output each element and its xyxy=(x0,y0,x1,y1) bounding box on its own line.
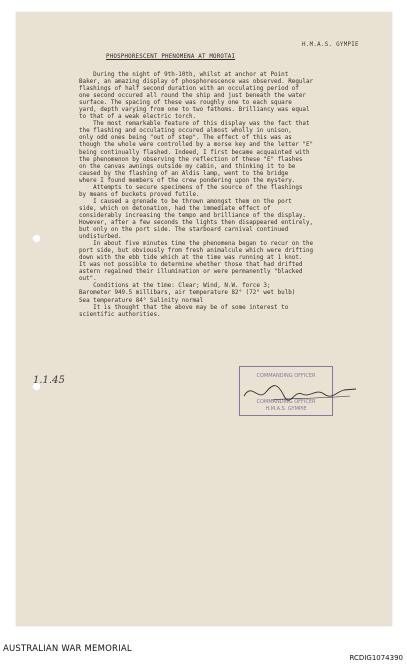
document-title: PHOSPHORESCENT PHENOMENA AT MOROTAI xyxy=(106,54,236,60)
punch-hole-upper xyxy=(32,234,41,243)
handwritten-date: 1.1.45 xyxy=(33,375,65,386)
report-body: During the night of 9th-10th, whilst at anchor at Point Baker, an amazing display of phosphorescence was observed. Regular flashings of half second duration with an occulating period of one second occured all round the ship and just beneath the water surface. The spacing of these was roughly one to each square yard, depth varying from one to two fathoms. Brilliancy was equal to that of a weak electric torch. The most remarkable feature of this display was the fact that the flashing and occulating occured almost wholly in unison, only odd ones being "out of step". The effect of this was as though the whole were controlled by a morse key and the letter "E" being continually flashed. Indeed, I first became acquainted with the phenomenon by observing the reflection of these "E" flashes on the canvas awnings outside my cabin, and thinking it to be caused by the flashing of an Aldis lamp, went to the bridge where I found members of the crew pondering upon the mystery. Attempts to secure specimens of the source of the flashings by means of buckets proved futile. I caused a grenade to be thrown amongst them on the port side, which on detonation, had the immediate effect of considerably increasing the tempo and brilliance of the display. However, after a few seconds the lights then disappeared entirely, but only on the port side. The starboard carnival continued undisturbed. In about five minutes time the phenomena began to recur on the port side, but obviously from fresh animalcule which were drifting down with the ebb tide which at the time was running at 1 knot. It was not possible to determine whether those that had drifted astern regained their illumination or were permanently "blacked out". Conditions at the time: Clear; Wind, N.W. force 3; Barometer 949.5 millibars, air temperature 82° (72° wet bulb) Sea temperature 84° Salinity normal It is thought that the above may be of some interest to scientific authorities. xyxy=(79,72,314,318)
institution-name: AUSTRALIAN WAR MEMORIAL xyxy=(3,644,132,654)
ship-heading: H.M.A.S. GYMPIE xyxy=(302,42,359,48)
stamp-line-1: COMMANDING OFFICER xyxy=(256,373,316,379)
stamp-line-3: H.M.A.S. GYMPIE xyxy=(265,406,307,412)
signature xyxy=(232,372,362,412)
record-reference: RCDIG1074390 xyxy=(349,654,403,662)
archive-footer xyxy=(0,638,407,666)
stamp-line-2: COMMANDING OFFICER xyxy=(256,399,316,405)
